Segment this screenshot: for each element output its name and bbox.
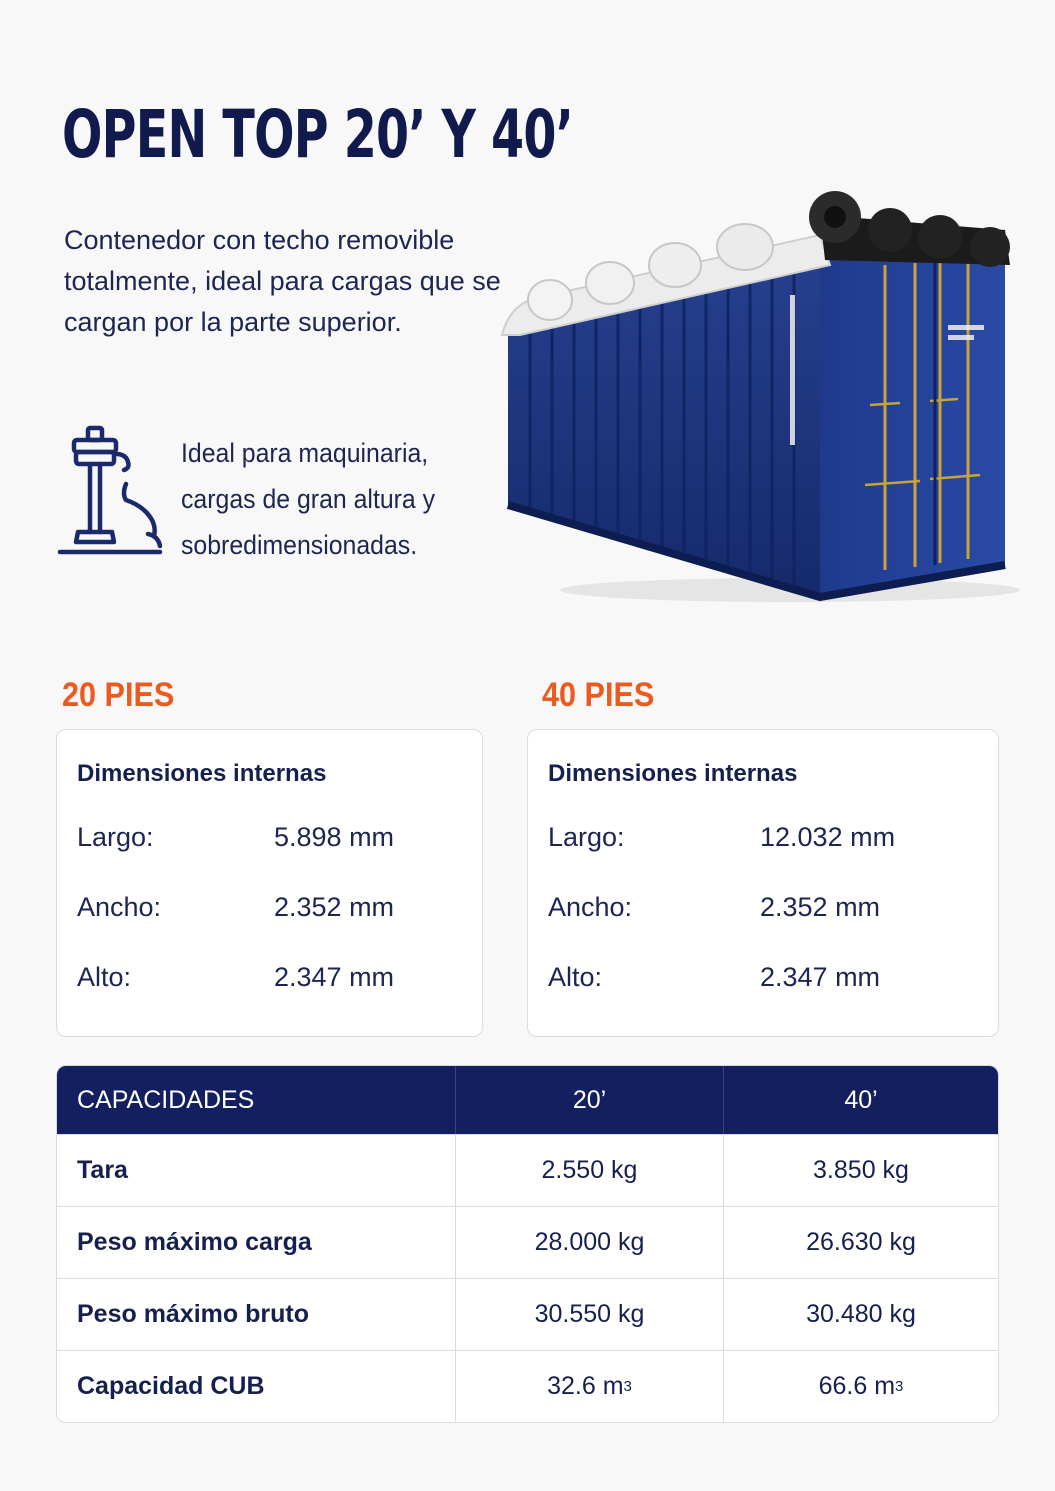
table-row: [57, 1134, 998, 1206]
value-20: 32.6 m: [547, 1372, 624, 1400]
value-20: 30.550 kg: [456, 1279, 724, 1350]
value-40: 26.630 kg: [806, 1228, 916, 1256]
crane-hook-icon: [56, 424, 166, 556]
value-40-cell: 66.6 m 3: [818, 1372, 904, 1400]
dim-label: Alto:: [77, 962, 132, 992]
header-40: 40’: [844, 1085, 878, 1114]
capacities-table: [56, 1065, 999, 1423]
value-40: 30.480 kg: [806, 1300, 916, 1328]
row-label: Tara: [57, 1135, 456, 1206]
dim-label: Largo:: [548, 822, 625, 852]
header-capacidades: CAPACIDADES: [57, 1066, 456, 1134]
table-row: [57, 1350, 998, 1422]
card-title: Dimensiones internas: [77, 760, 327, 787]
dim-label: Ancho:: [548, 892, 633, 922]
dim-value: 5.898 mm: [274, 822, 395, 852]
header-20: 20’: [456, 1066, 724, 1134]
row-label: Peso máximo bruto: [57, 1279, 456, 1350]
dim-label: Largo:: [77, 822, 154, 852]
dim-value: 2.347 mm: [274, 962, 395, 992]
dim-value: 2.352 mm: [760, 892, 881, 922]
value-40: 66.6 m: [818, 1372, 896, 1400]
dim-value: 12.032 mm: [760, 822, 896, 852]
dimensions-card-20: [56, 729, 483, 1037]
row-label: Peso máximo carga: [57, 1207, 456, 1278]
value-20: 2.550 kg: [456, 1135, 724, 1206]
card-title: Dimensiones internas: [548, 760, 798, 787]
value-20: 28.000 kg: [456, 1207, 724, 1278]
page-title: OPEN TOP 20’ Y 40’: [62, 96, 574, 173]
feature-text: Ideal para maquinaria, cargas de gran altura y sobredimensionadas.: [181, 438, 436, 560]
dimensions-card-40: [527, 729, 999, 1037]
dim-value: 2.352 mm: [274, 892, 395, 922]
table-row: [57, 1206, 998, 1278]
table-row: [57, 1278, 998, 1350]
value-40: 3.850 kg: [813, 1156, 909, 1184]
dim-value: 2.347 mm: [760, 962, 881, 992]
size-heading-20: 20 PIES: [62, 676, 175, 714]
open-top-container-image: [490, 185, 1020, 610]
table-header-row: [57, 1066, 998, 1134]
intro-text: Contenedor con techo removible totalmente, ideal para cargas que se cargan por la parte superior.: [64, 225, 501, 337]
row-label: Capacidad CUB: [57, 1351, 456, 1422]
size-heading-40: 40 PIES: [542, 676, 655, 714]
dim-label: Ancho:: [77, 892, 162, 922]
dim-label: Alto:: [548, 962, 603, 992]
value-20-cell: 32.6 m 3: [456, 1351, 724, 1422]
